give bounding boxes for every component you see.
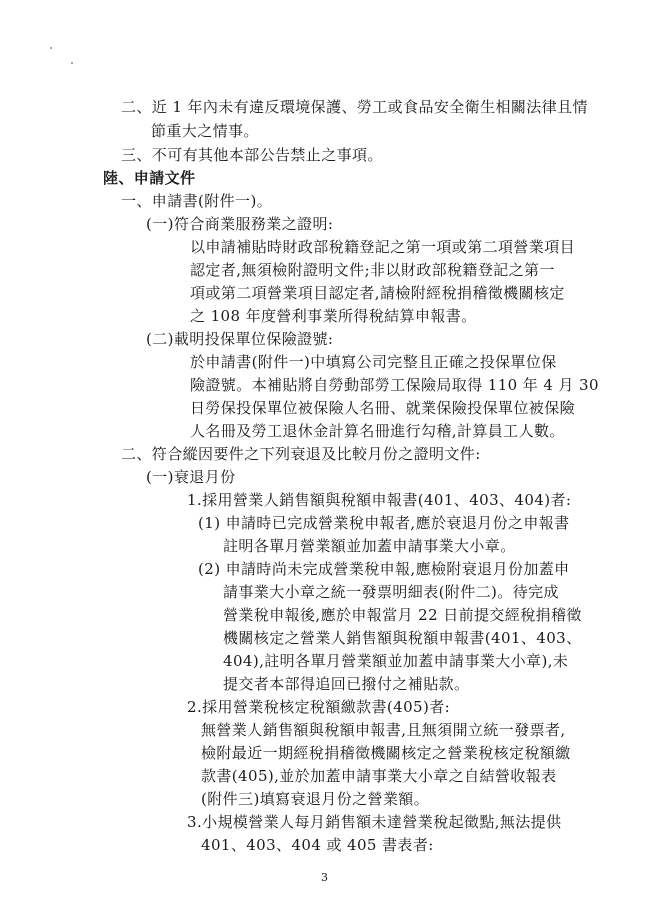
page-number: 3 [321,871,328,884]
text-line: 之 108 年度營利事業所得稅結算申報書。 [190,307,477,325]
text-line: 請事業大小章之統一發票明細表(附件二)。待完成 [223,583,559,601]
text-line: 日勞保投保單位被保險人名冊、就業保險投保單位被保險 [190,399,576,417]
text-line: 項或第二項營業項目認定者,請檢附經稅捐稽徵機關核定 [190,284,565,302]
text-line: (1) 申請時已完成營業稅申報者,應於衰退月份之申報書 [198,514,570,532]
text-line: 3.小規模營業人每月銷售額未達營業稅起徵點,無法提供 [187,813,562,831]
text-line: 註明各單月營業額並加蓋申請事業大小章。 [223,537,516,555]
section-heading: 陸、申請文件 [103,169,196,187]
text-line: 二、符合縱因要件之下列衰退及比較月份之證明文件: [121,445,481,463]
text-line: 認定者,無須檢附證明文件;非以財政部稅籍登記之第一 [190,261,555,279]
text-line: (2) 申請時尚未完成營業稅申報,應檢附衰退月份加蓋申 [198,560,570,578]
text-line: (二)載明投保單位保險證號: [146,330,334,348]
text-line: 於申請書(附件一)中填寫公司完整且正確之投保單位保 [190,353,557,371]
text-line: 檢附最近一期經稅捐稽徵機關核定之營業稅核定稅額繳 [201,744,571,762]
text-line: 機關核定之營業人銷售額與稅額申報書(401、403、 [223,629,582,647]
text-line: 401、403、404 或 405 書表者: [201,836,434,854]
text-line: 款書(405),並於加蓋申請事業大小章之自結營收報表 [201,767,557,785]
text-line: 三、不可有其他本部公告禁止之事項。 [121,146,383,164]
text-line: 404),註明各單月營業額並加蓋申請事業大小章),未 [223,652,569,670]
text-line: 1.採用營業人銷售額與稅額申報書(401、403、404)者: [187,491,572,509]
text-line: 營業稅申報後,應於申報當月 22 日前提交經稅捐稽徵 [223,606,582,624]
text-line: 一、申請書(附件一)。 [121,192,273,210]
text-line: 人名冊及勞工退休金計算名冊進行勾稽,計算員工人數。 [190,422,565,440]
text-line: (附件三)填寫衰退月份之營業額。 [201,790,430,808]
text-line: 二、近 1 年內未有違反環境保護、勞工或食品安全衛生相關法律且情 [121,98,588,116]
text-line: 險證號。本補貼將自勞動部勞工保險局取得 110 年 4 月 30 [190,376,599,394]
text-line: 提交者本部得追回已撥付之補貼款。 [223,675,470,693]
text-line: 以申請補貼時財政部稅籍登記之第一項或第二項營業項目 [190,238,576,256]
text-line: (一)符合商業服務業之證明: [146,215,334,233]
text-line: (一)衰退月份 [146,468,236,486]
text-line: 節重大之情事。 [151,122,259,140]
scan-speck [50,47,52,49]
scan-speck [71,62,73,64]
text-line: 2.採用營業稅核定稅額繳款書(405)者: [187,698,451,716]
text-line: 無營業人銷售額與稅額申報書,且無須開立統一發票者, [201,721,566,739]
